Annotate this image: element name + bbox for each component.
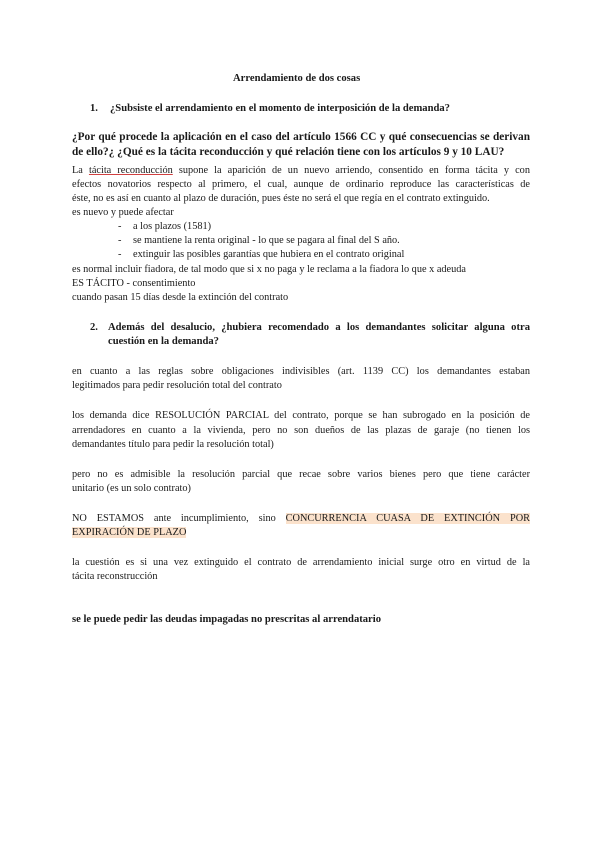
paragraph-2-line-2: legitimados para pedir resolución total del contrato xyxy=(72,380,282,391)
paragraph-3-line-1: los demanda dice RESOLUCIÓN PARCIAL del contrato, porque se han subrogado en la posición de xyxy=(72,410,530,421)
list-item xyxy=(0,248,600,262)
term-tacita-reconduccion: tácita reconducción xyxy=(88,165,173,176)
document-title: Arrendamiento de dos cosas xyxy=(233,73,361,84)
list-item-text: se mantiene la renta original - lo que se pagara al final del S año. xyxy=(133,235,400,246)
paragraph-3-line-3: demandantes título para pedir la resolución total) xyxy=(72,439,274,450)
note-2: ES TÁCITO - consentimiento xyxy=(72,278,196,289)
question-1-number: 1. xyxy=(90,103,98,114)
paragraph-6-line-2: tácita reconstrucción xyxy=(72,571,158,582)
list-item-text: a los plazos (1581) xyxy=(133,221,212,232)
note-3: cuando pasan 15 días desde la extinción del contrato xyxy=(72,292,289,303)
paragraph-6-line-1: la cuestión es si una vez extinguido el contrato de arrendamiento inicial surge otro en virtud de la xyxy=(72,557,530,568)
paragraph-2-line-1: en cuanto a las reglas sobre obligaciones indivisibles (art. 1139 CC) los demandantes estaban xyxy=(72,366,530,377)
paragraph-4-line-1: pero no es admisible la resolución parcial que recae sobre varios bienes pero que tiene carácter xyxy=(72,469,530,480)
paragraph-1-lead: La xyxy=(72,165,83,176)
list-bullet: - xyxy=(118,221,122,232)
question-1b-line-1: ¿Por qué procede la aplicación en el caso del artículo 1566 CC y qué consecuencias se derivan xyxy=(72,131,530,143)
paragraph-3-line-2: arrendadores en cuanto a la vivienda, pero no son dueños de las plazas de garaje (no tienen los xyxy=(72,425,530,436)
list-bullet: - xyxy=(118,235,122,246)
question-2-line-1: Además del desalucio, ¿hubiera recomendado a los demandantes solicitar alguna otra xyxy=(108,322,530,333)
paragraph-5-line-1 xyxy=(72,512,530,526)
paragraph-5-line-2 xyxy=(72,526,186,540)
list-item xyxy=(0,234,600,248)
paragraph-5-lead: NO ESTAMOS ante incumplimiento, sino xyxy=(72,513,276,524)
paragraph-1-line-2: efectos novatorios respecto al primero, el cual, aunque de ordinario reproduce las características de xyxy=(72,179,530,190)
list-item xyxy=(0,220,600,234)
question-2-line-2: cuestión en la demanda? xyxy=(108,336,219,347)
question-2-number: 2. xyxy=(90,322,98,333)
paragraph-1-line-4: es nuevo y puede afectar xyxy=(72,207,174,218)
paragraph-1-line-3: éste, no es así en cuanto al plazo de duración, pues éste no será el que regía en el contrato extinguido. xyxy=(72,193,490,204)
question-1b-line-2: de ello?¿ ¿Qué es la tácita reconducción y qué relación tiene con los artículos 9 y 10 LAU? xyxy=(72,146,505,158)
paragraph-1-line-1-rest: supone la aparición de un nuevo arriendo, consentido en forma tácita y con xyxy=(178,165,530,176)
highlighted-text: CONCURRENCIA CUASA DE EXTINCIÓN POR xyxy=(285,513,530,524)
list-item-text: extinguir las posibles garantías que hubiera en el contrato original xyxy=(133,249,405,260)
paragraph-1-line-1 xyxy=(72,164,530,178)
list-bullet: - xyxy=(118,249,122,260)
note-1: es normal incluir fiadora, de tal modo que si x no paga y le reclama a la fiadora lo que x adeuda xyxy=(72,264,466,275)
paragraph-4-line-2: unitario (es un solo contrato) xyxy=(72,483,191,494)
highlighted-text: EXPIRACIÓN DE PLAZO xyxy=(72,527,187,538)
paragraph-7: se le puede pedir las deudas impagadas no prescritas al arrendatario xyxy=(72,614,382,625)
question-1-text: ¿Subsiste el arrendamiento en el momento de interposición de la demanda? xyxy=(110,103,450,114)
